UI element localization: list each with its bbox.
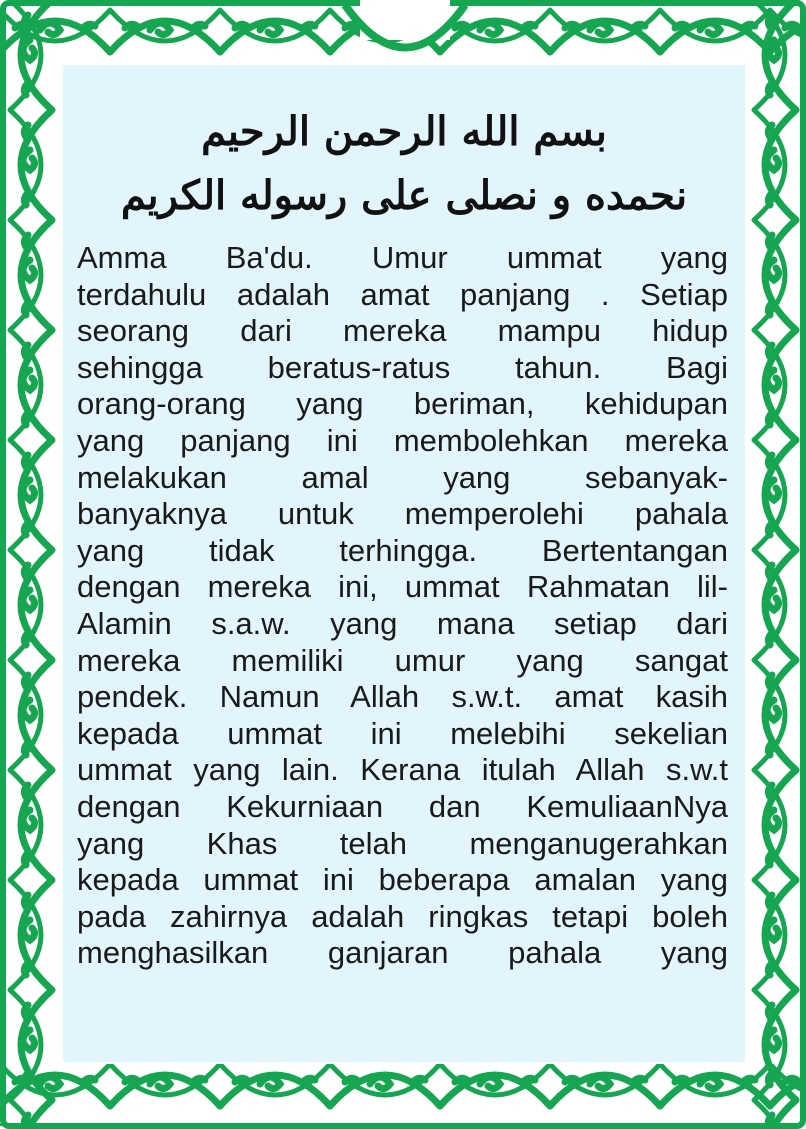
text-line: pendek. Namun Allah s.w.t. amat kasih <box>77 679 728 715</box>
right-border <box>746 0 806 1129</box>
text-line: sehingga beratus-ratus tahun. Bagi <box>77 349 728 385</box>
text-line: banyaknya untuk memperolehi pahala <box>77 496 728 532</box>
salawat-heading: نحمده و نصلى على رسوله الكريم <box>120 172 688 219</box>
text-line: yang panjang ini membolehkan mereka <box>77 422 728 458</box>
body-paragraph <box>77 240 728 972</box>
basmala-heading: بسم الله الرحمن الرحيم <box>201 108 607 155</box>
text-line: ummat yang lain. Kerana itulah Allah s.w.t <box>77 752 728 788</box>
text-line: mereka memiliki umur yang sangat <box>77 642 728 678</box>
text-line: yang Khas telah menganugerahkan <box>77 825 728 861</box>
text-line: kepada ummat ini beberapa amalan yang <box>77 862 728 898</box>
text-line: terdahulu adalah amat panjang . Setiap <box>77 276 728 312</box>
text-line: seorang dari mereka mampu hidup <box>77 313 728 349</box>
left-border <box>0 0 62 1129</box>
text-line: orang-orang yang beriman, kehidupan <box>77 386 728 422</box>
bottom-border <box>0 1064 806 1126</box>
text-line: melakukan amal yang sebanyak- <box>77 459 728 495</box>
text-line: menghasilkan ganjaran pahala yang <box>77 935 728 971</box>
text-line: dengan Kekurniaan dan KemuliaanNya <box>77 788 728 824</box>
text-line: yang tidak terhingga. Bertentangan <box>77 532 728 568</box>
text-line: Amma Ba'du. Umur ummat yang <box>77 240 728 275</box>
text-line: pada zahirnya adalah ringkas tetapi boleh <box>77 898 728 934</box>
text-line: Alamin s.a.w. yang mana setiap dari <box>77 605 728 641</box>
text-line: kepada ummat ini melebihi sekelian <box>77 715 728 751</box>
text-line: dengan mereka ini, ummat Rahmatan lil- <box>77 569 728 605</box>
